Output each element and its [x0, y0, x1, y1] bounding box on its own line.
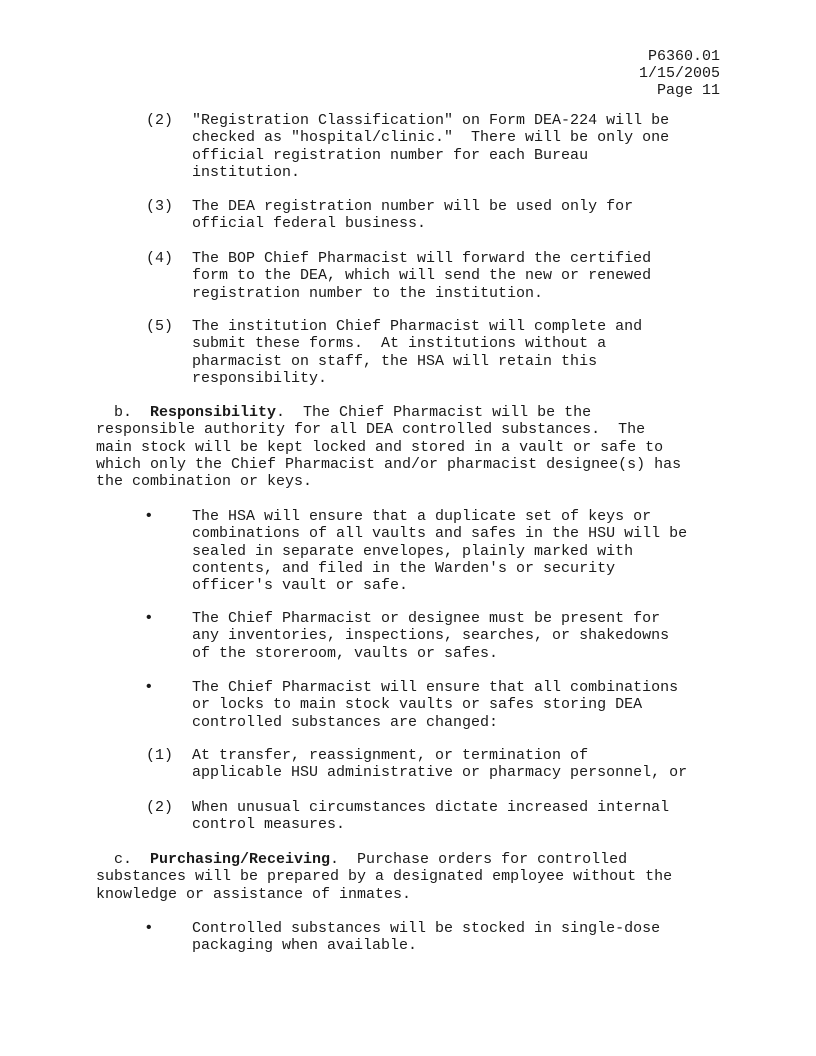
- section-c-paragraph: c. Purchasing/Receiving. Purchase orders for controlled substances will be prepared by a designated employee without the knowledge or assistance of inmates.: [96, 851, 673, 903]
- doc-date: 1/15/2005: [638, 65, 720, 82]
- item-text: The Chief Pharmacist will ensure that all combinations or locks to main stock vaults or safes storing DEA controlled substances are changed:: [192, 679, 679, 731]
- bullet-icon: •: [144, 507, 154, 525]
- item-number: (4): [146, 250, 174, 267]
- section-c-heading: Purchasing/Receiving: [150, 851, 331, 868]
- item-text: At transfer, reassignment, or termination of applicable HSU administrative or pharmacy personnel, or: [192, 747, 688, 782]
- page-number: Page 11: [656, 82, 720, 99]
- item-number: (5): [146, 318, 174, 335]
- item-number: (2): [146, 112, 174, 129]
- page-header: [639, 48, 720, 99]
- item-number: (3): [146, 198, 174, 215]
- item-text: The DEA registration number will be used only for official federal business.: [192, 198, 634, 233]
- item-text: When unusual circumstances dictate increased internal control measures.: [192, 799, 670, 834]
- item-text: The institution Chief Pharmacist will complete and submit these forms. At institutions without a pharmacist on staff, the HSA will retain this responsibility.: [192, 318, 643, 387]
- section-b-paragraph: b. Responsibility. The Chief Pharmacist will be the responsible authority for all DEA controlled substances. The main stock will be kept locked and stored in a vault or safe to which only the Chief Pharmacist and/or pharmacist designee(s) has the combination or keys.: [96, 404, 682, 491]
- bullet-icon: •: [144, 678, 154, 696]
- item-number: (1): [146, 747, 174, 764]
- doc-number: P6360.01: [647, 48, 720, 65]
- item-number: (2): [146, 799, 174, 816]
- item-text: The HSA will ensure that a duplicate set of keys or combinations of all vaults and safes in the HSU will be sealed in separate envelopes, plainly marked with contents, and filed in the Warden's or security officer's vault or safe.: [192, 508, 688, 595]
- section-b-heading: Responsibility: [150, 404, 277, 421]
- item-text: "Registration Classification" on Form DEA-224 will be checked as "hospital/clinic." There will be only one official registration number for each Bureau institution.: [192, 112, 670, 181]
- item-text: The BOP Chief Pharmacist will forward the certified form to the DEA, which will send the new or renewed registration number to the institution.: [192, 250, 652, 302]
- bullet-icon: •: [144, 919, 154, 937]
- bullet-icon: •: [144, 609, 154, 627]
- item-text: The Chief Pharmacist or designee must be present for any inventories, inspections, searches, or shakedowns of the storeroom, vaults or safes.: [192, 610, 670, 662]
- item-text: Controlled substances will be stocked in single-dose packaging when available.: [192, 920, 661, 955]
